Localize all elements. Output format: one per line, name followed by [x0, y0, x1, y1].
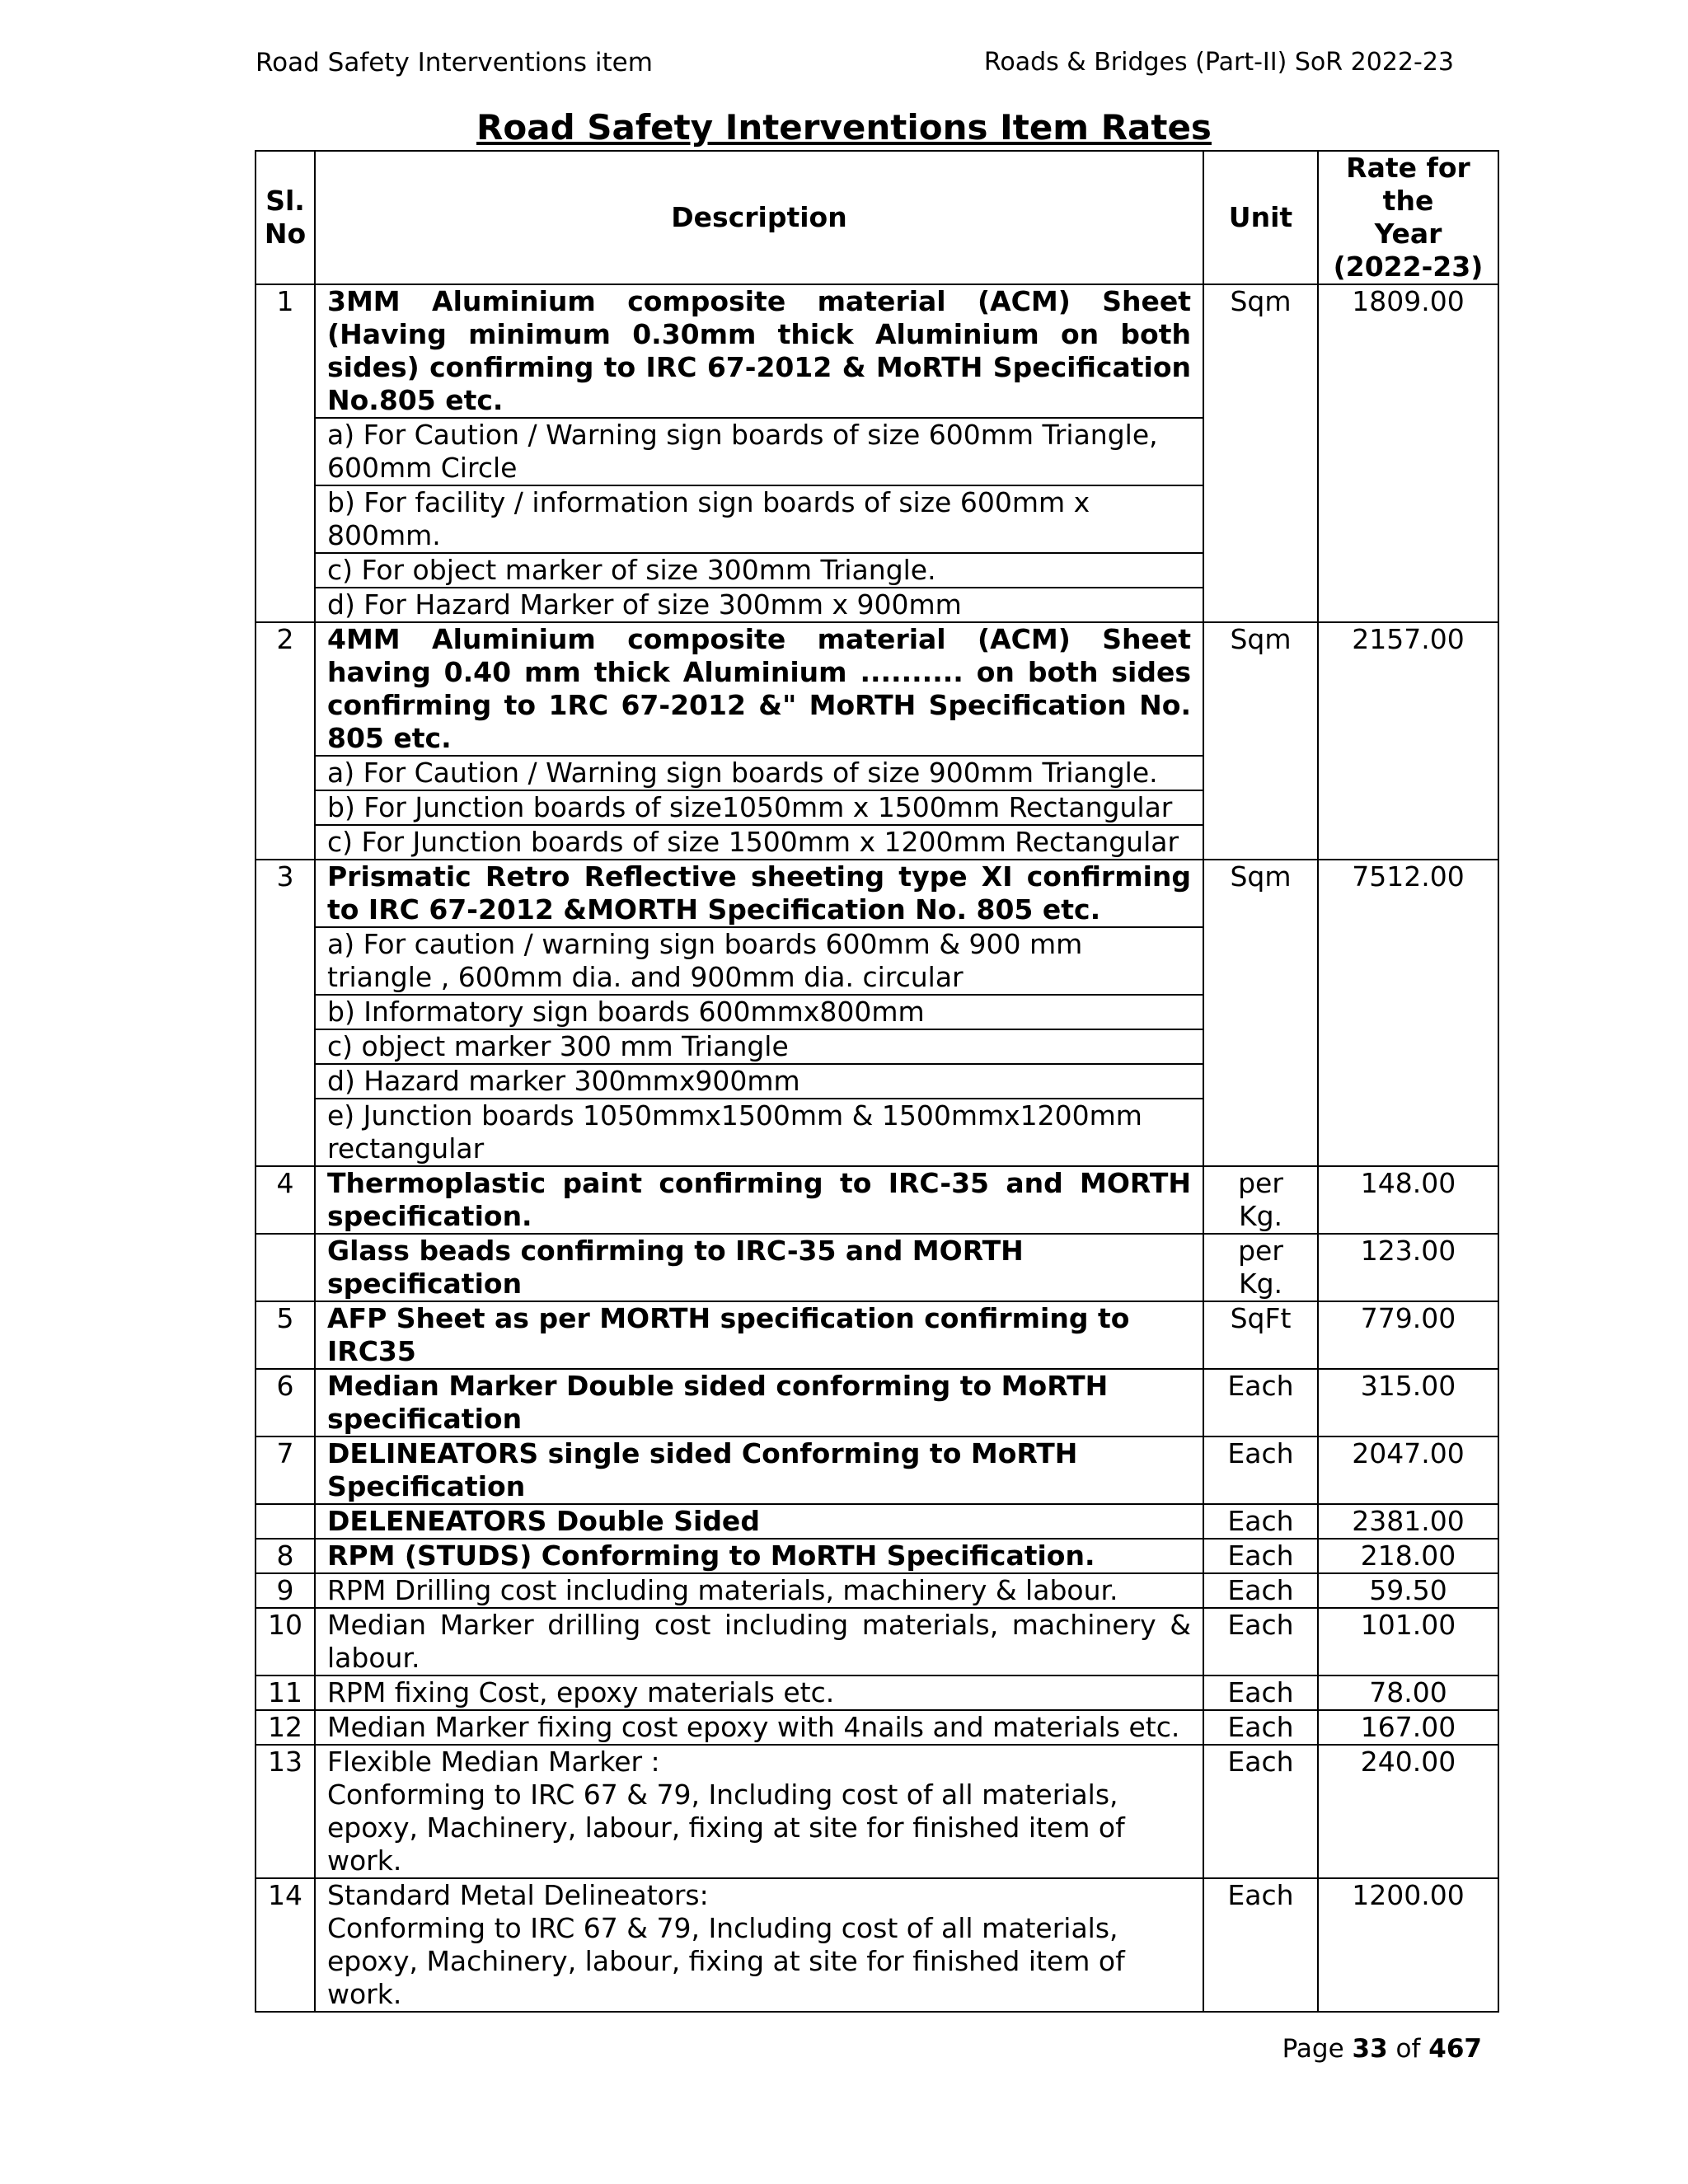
unit-cell: Sqm	[1203, 284, 1318, 622]
item-description: RPM Drilling cost including materials, machinery & labour.	[315, 1573, 1203, 1608]
sl-no-cell: 6	[256, 1369, 315, 1436]
item-description: Thermoplastic paint confirming to IRC-35 and MORTH specification.	[315, 1166, 1203, 1234]
item-description: DELENEATORS Double Sided	[315, 1504, 1203, 1539]
sl-no-cell: 7	[256, 1436, 315, 1504]
sl-no-cell: 11	[256, 1675, 315, 1710]
item-description	[315, 1745, 1203, 1878]
item-heading: Flexible Median Marker :	[327, 1746, 660, 1778]
sl-no-cell: 1	[256, 284, 315, 622]
sub-item-description: c) For object marker of size 300mm Triangle.	[315, 553, 1203, 588]
item-description: Median Marker fixing cost epoxy with 4nails and materials etc.	[315, 1710, 1203, 1745]
sl-no-cell: 5	[256, 1301, 315, 1369]
item-description: RPM (STUDS) Conforming to MoRTH Specification.	[315, 1539, 1203, 1573]
document-title: Road Safety Interventions Item Rates	[476, 107, 1212, 148]
sl-no-cell: 14	[256, 1878, 315, 2012]
item-description: AFP Sheet as per MORTH specification confirming to IRC35	[315, 1301, 1203, 1369]
rate-cell: 2381.00	[1318, 1504, 1498, 1539]
rate-cell: 59.50	[1318, 1573, 1498, 1608]
unit-cell: Each	[1203, 1539, 1318, 1573]
sub-item-description: c) For Junction boards of size 1500mm x 1200mm Rectangular	[315, 825, 1203, 860]
sl-no-cell: 4	[256, 1166, 315, 1234]
running-header-right: Roads & Bridges (Part-II) SoR 2022-23	[983, 48, 1454, 77]
sl-no-cell	[256, 1234, 315, 1301]
sub-item-description: d) Hazard marker 300mmx900mm	[315, 1064, 1203, 1099]
unit-cell: Sqm	[1203, 622, 1318, 860]
table-row	[256, 1710, 1498, 1745]
item-detail: Conforming to IRC 67 & 79, Including cost of all materials, epoxy, Machinery, labour, fixing at site for finished item of work.	[327, 1779, 1125, 1877]
sub-item-description: e) Junction boards 1050mmx1500mm & 1500mmx1200mm rectangular	[315, 1099, 1203, 1166]
page-number: Page 33 of 467	[1282, 2034, 1482, 2064]
header-rate: Rate for the Year (2022-23)	[1318, 151, 1498, 284]
unit-cell: Sqm	[1203, 860, 1318, 1166]
header-description: Description	[315, 151, 1203, 284]
unit-cell: Each	[1203, 1878, 1318, 2012]
header-sl-no: Sl. No	[256, 151, 315, 284]
rate-cell: 148.00	[1318, 1166, 1498, 1234]
table-row	[256, 284, 1498, 418]
sub-item-description: b) Informatory sign boards 600mmx800mm	[315, 995, 1203, 1029]
item-description: Prismatic Retro Reflective sheeting type XI confirming to IRC 67-2012 &MORTH Specification No. 805 etc.	[315, 860, 1203, 927]
item-description: 4MM Aluminium composite material (ACM) Sheet having 0.40 mm thick Aluminium .......... on both sides confirming to 1RC 67-2012 &" MoRTH Specification No. 805 etc.	[315, 622, 1203, 756]
table-row	[256, 1745, 1498, 1878]
item-description: 3MM Aluminium composite material (ACM) Sheet (Having minimum 0.30mm thick Aluminium on both sides) confirming to IRC 67-2012 & MoRTH Specification No.805 etc.	[315, 284, 1203, 418]
sub-item-description: c) object marker 300 mm Triangle	[315, 1029, 1203, 1064]
unit-cell: Each	[1203, 1608, 1318, 1675]
sl-no-cell: 13	[256, 1745, 315, 1878]
unit-cell: Each	[1203, 1745, 1318, 1878]
table-row	[256, 1166, 1498, 1234]
rate-cell: 779.00	[1318, 1301, 1498, 1369]
rate-cell: 7512.00	[1318, 860, 1498, 1166]
sub-item-description: b) For facility / information sign boards of size 600mm x 800mm.	[315, 485, 1203, 553]
sl-no-cell: 2	[256, 622, 315, 860]
rate-cell: 240.00	[1318, 1745, 1498, 1878]
table-header-row	[256, 151, 1498, 284]
rate-cell: 167.00	[1318, 1710, 1498, 1745]
rate-cell: 2047.00	[1318, 1436, 1498, 1504]
sub-item-description: a) For Caution / Warning sign boards of size 600mm Triangle, 600mm Circle	[315, 418, 1203, 485]
item-description	[315, 1878, 1203, 2012]
item-description: Glass beads confirming to IRC-35 and MORTH specification	[315, 1234, 1203, 1301]
unit-cell: Each	[1203, 1436, 1318, 1504]
table-row	[256, 1436, 1498, 1504]
table-row	[256, 1369, 1498, 1436]
unit-cell: Each	[1203, 1504, 1318, 1539]
rate-cell: 218.00	[1318, 1539, 1498, 1573]
table-row	[256, 1504, 1498, 1539]
unit-cell: Each	[1203, 1369, 1318, 1436]
table-row	[256, 860, 1498, 927]
rate-cell: 78.00	[1318, 1675, 1498, 1710]
item-description: DELINEATORS single sided Conforming to MoRTH Specification	[315, 1436, 1203, 1504]
item-description: RPM fixing Cost, epoxy materials etc.	[315, 1675, 1203, 1710]
sub-item-description: d) For Hazard Marker of size 300mm x 900mm	[315, 588, 1203, 622]
table-row	[256, 622, 1498, 756]
sub-item-description: a) For Caution / Warning sign boards of size 900mm Triangle.	[315, 756, 1203, 790]
unit-cell: SqFt	[1203, 1301, 1318, 1369]
rate-cell: 101.00	[1318, 1608, 1498, 1675]
running-header-left: Road Safety Interventions item	[256, 48, 653, 77]
unit-cell: Each	[1203, 1710, 1318, 1745]
table-row	[256, 1878, 1498, 2012]
table-row	[256, 1539, 1498, 1573]
unit-cell: Each	[1203, 1573, 1318, 1608]
item-heading: Standard Metal Delineators:	[327, 1879, 709, 1911]
sl-no-cell: 10	[256, 1608, 315, 1675]
item-description: Median Marker drilling cost including materials, machinery & labour.	[315, 1608, 1203, 1675]
sub-item-description: b) For Junction boards of size1050mm x 1500mm Rectangular	[315, 790, 1203, 825]
table-row	[256, 1573, 1498, 1608]
item-detail: Conforming to IRC 67 & 79, Including cost of all materials, epoxy, Machinery, labour, fixing at site for finished item of work.	[327, 1912, 1125, 2010]
rates-table	[255, 150, 1499, 2013]
sl-no-cell: 8	[256, 1539, 315, 1573]
rate-cell: 1200.00	[1318, 1878, 1498, 2012]
sl-no-cell	[256, 1504, 315, 1539]
item-description: Median Marker Double sided conforming to MoRTH specification	[315, 1369, 1203, 1436]
sl-no-cell: 12	[256, 1710, 315, 1745]
table-row	[256, 1608, 1498, 1675]
table-row	[256, 1301, 1498, 1369]
sl-no-cell: 3	[256, 860, 315, 1166]
sub-item-description: a) For caution / warning sign boards 600mm & 900 mm triangle , 600mm dia. and 900mm dia. circular	[315, 927, 1203, 995]
rate-cell: 1809.00	[1318, 284, 1498, 622]
rate-cell: 315.00	[1318, 1369, 1498, 1436]
unit-cell: Each	[1203, 1675, 1318, 1710]
table-row	[256, 1234, 1498, 1301]
rate-cell: 2157.00	[1318, 622, 1498, 860]
rate-cell: 123.00	[1318, 1234, 1498, 1301]
unit-cell: per Kg.	[1203, 1234, 1318, 1301]
header-unit: Unit	[1203, 151, 1318, 284]
unit-cell: per Kg.	[1203, 1166, 1318, 1234]
sl-no-cell: 9	[256, 1573, 315, 1608]
table-row	[256, 1675, 1498, 1710]
